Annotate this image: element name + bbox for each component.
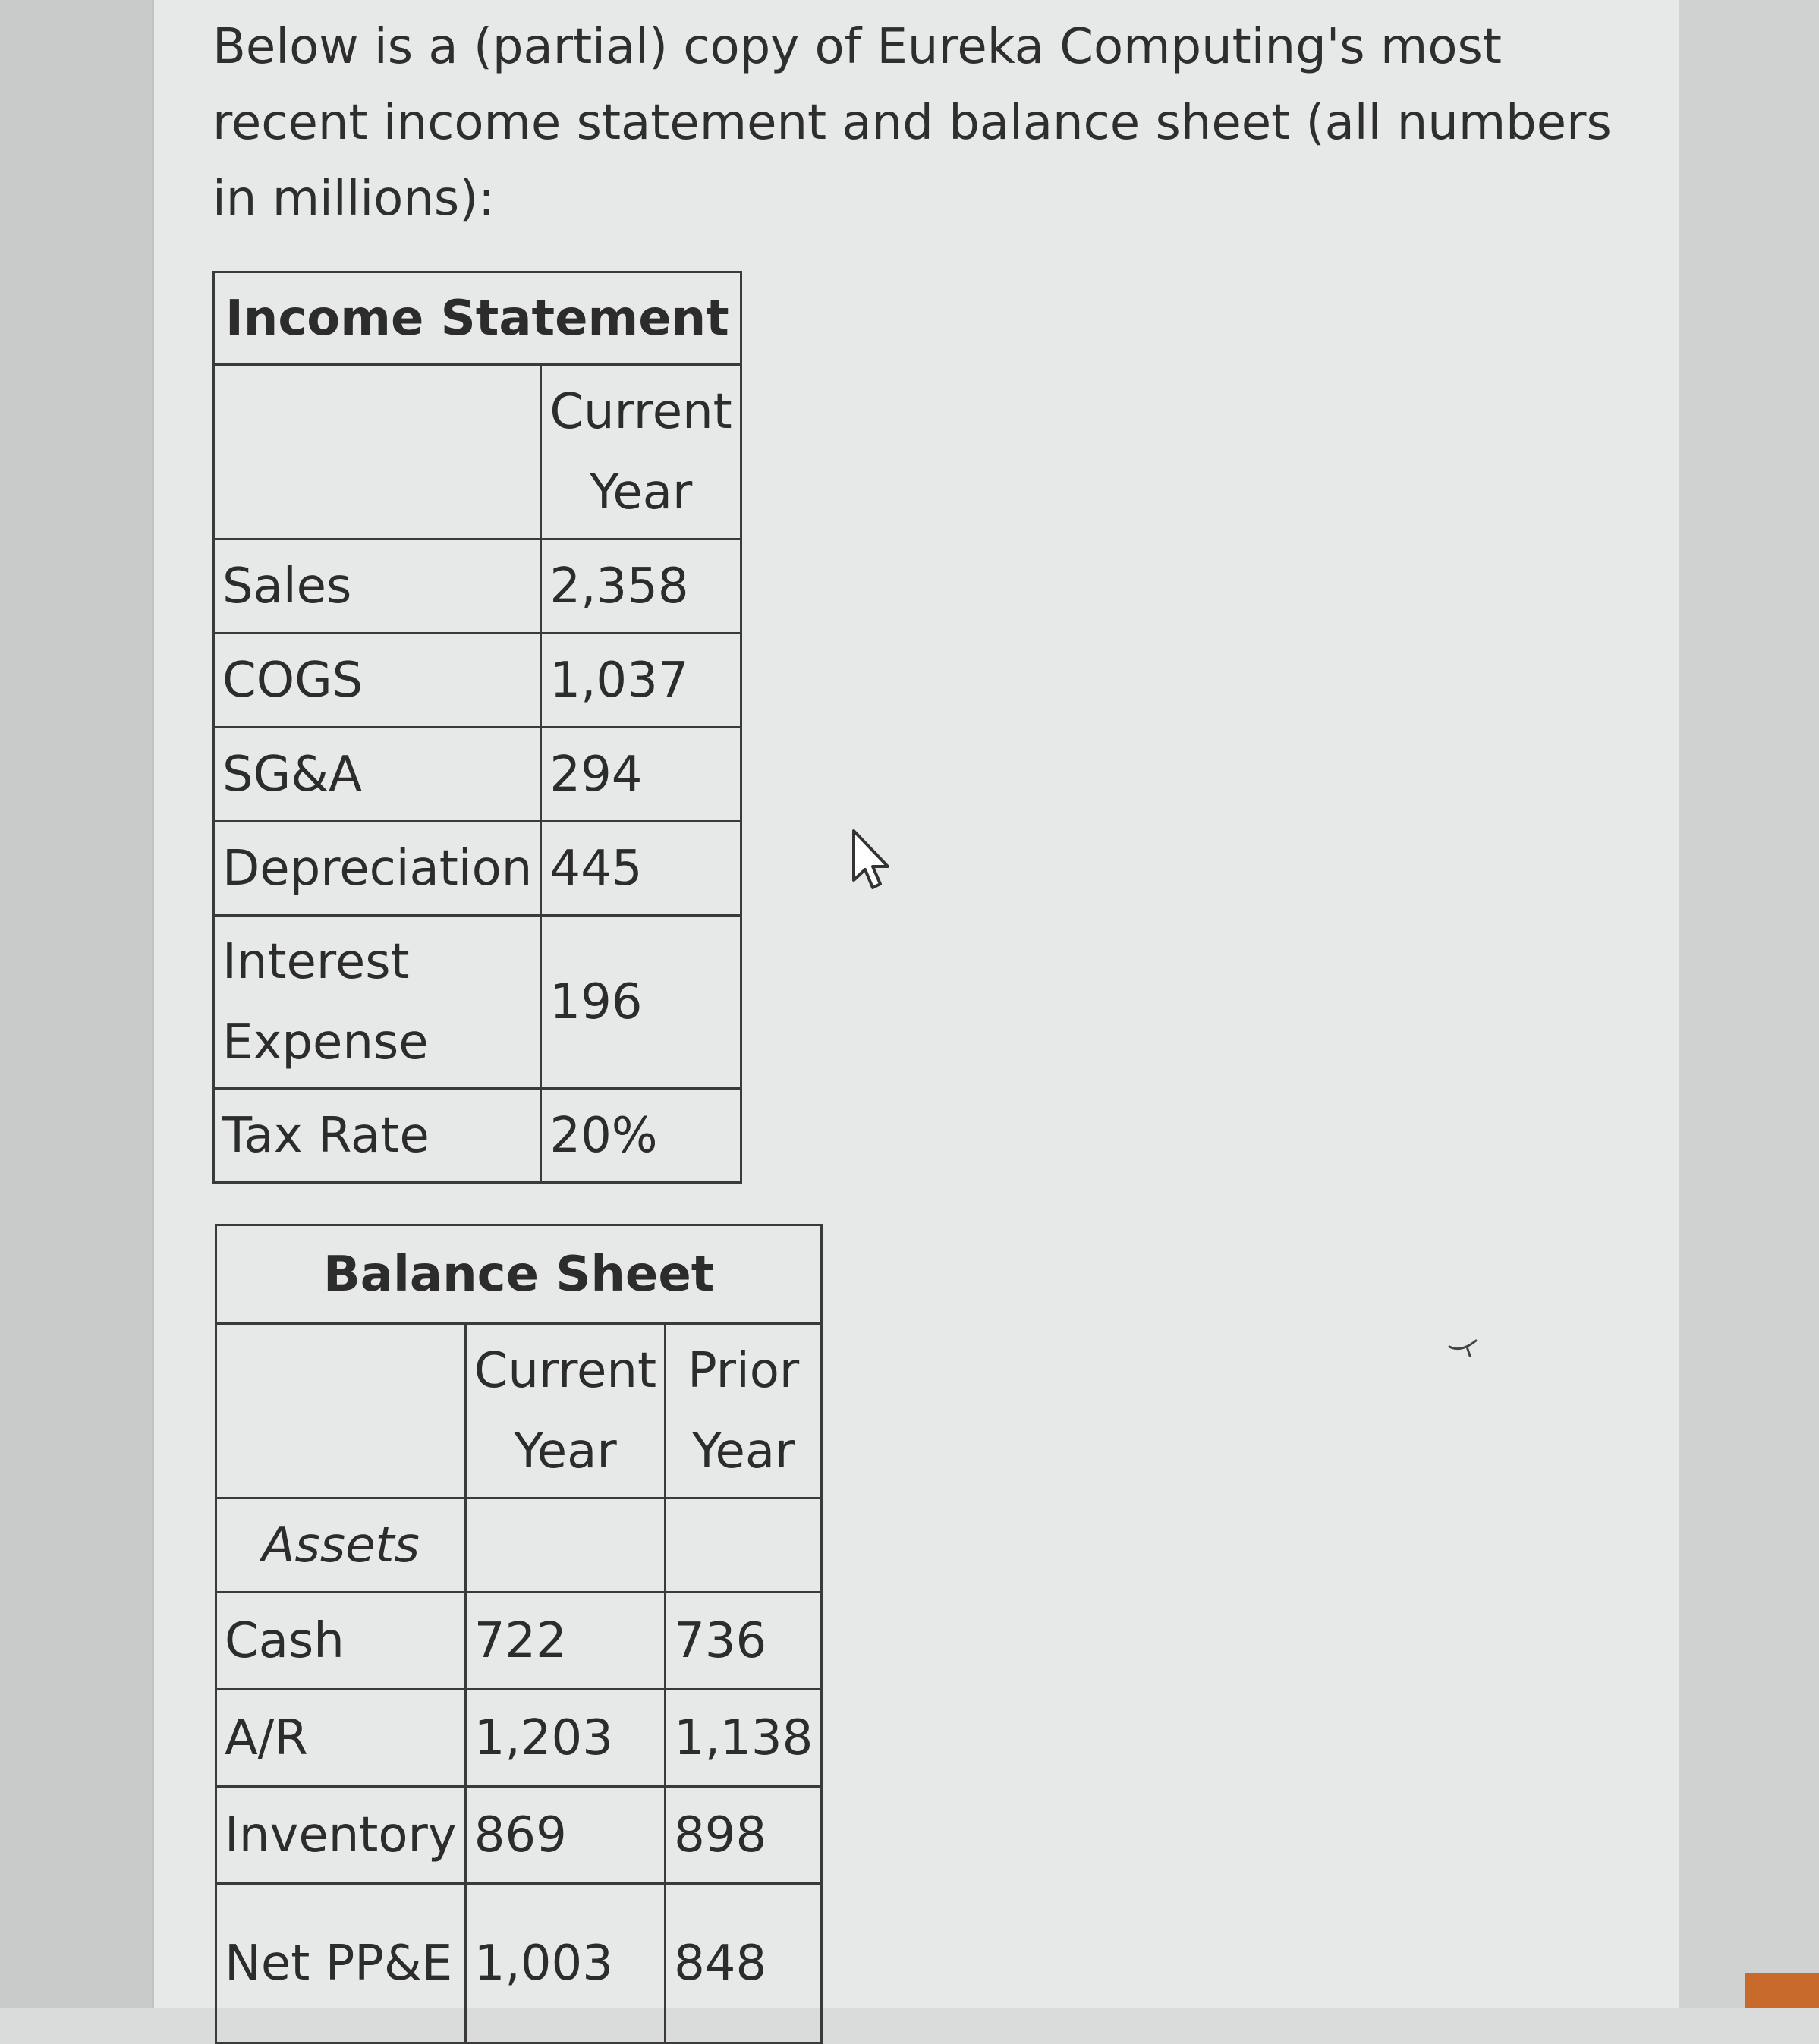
table-row — [216, 1787, 822, 1884]
balance-col-current-year: Current Year — [465, 1324, 665, 1498]
intro-paragraph: Below is a (partial) copy of Eureka Computing's most recent income statement and balance sheet (all numbers in millions): — [212, 19, 1612, 227]
right-margin — [1679, 0, 1819, 2008]
row-label: A/R — [216, 1690, 466, 1787]
row-label: Sales — [214, 539, 541, 634]
table-row — [216, 1884, 822, 2043]
row-current-value: 722 — [465, 1593, 665, 1690]
row-current-value: 1,203 — [465, 1690, 665, 1787]
balance-sheet-table — [215, 1224, 823, 2044]
table-row — [214, 539, 741, 634]
table-row — [214, 634, 741, 728]
row-label: Inventory — [216, 1787, 466, 1884]
income-header-blank — [214, 365, 541, 539]
table-row — [214, 728, 741, 822]
row-value: 196 — [541, 916, 741, 1089]
row-label: SG&A — [214, 728, 541, 822]
row-prior-value: 848 — [666, 1884, 822, 2043]
assets-blank-current — [465, 1498, 665, 1593]
taskbar-edge — [1745, 1973, 1819, 2008]
mouse-pointer-icon — [850, 827, 895, 895]
row-value: 20% — [541, 1089, 741, 1183]
assets-section-label: Assets — [216, 1498, 466, 1593]
row-prior-value: 898 — [666, 1787, 822, 1884]
pen-mark — [1446, 1332, 1484, 1362]
table-row — [214, 822, 741, 916]
balance-col-prior-year: Prior Year — [666, 1324, 822, 1498]
row-label: Interest Expense — [214, 916, 541, 1089]
row-label: Tax Rate — [214, 1089, 541, 1183]
assets-blank-prior — [666, 1498, 822, 1593]
row-label: Depreciation — [214, 822, 541, 916]
row-label: COGS — [214, 634, 541, 728]
row-label: Net PP&E — [216, 1884, 466, 2043]
balance-header-blank — [216, 1324, 466, 1498]
left-margin — [0, 0, 152, 2008]
income-col-current-year: Current Year — [541, 365, 741, 539]
row-value: 2,358 — [541, 539, 741, 634]
row-label: Cash — [216, 1593, 466, 1690]
row-current-value: 1,003 — [465, 1884, 665, 2043]
row-current-value: 869 — [465, 1787, 665, 1884]
balance-sheet-title: Balance Sheet — [216, 1225, 822, 1324]
row-value: 445 — [541, 822, 741, 916]
table-row — [216, 1593, 822, 1690]
row-prior-value: 736 — [666, 1593, 822, 1690]
row-value: 294 — [541, 728, 741, 822]
row-prior-value: 1,138 — [666, 1690, 822, 1787]
income-statement-table — [212, 271, 742, 1184]
table-row — [214, 1089, 741, 1183]
table-row — [216, 1690, 822, 1787]
row-value: 1,037 — [541, 634, 741, 728]
table-row — [214, 916, 741, 1089]
income-statement-title: Income Statement — [214, 272, 741, 365]
